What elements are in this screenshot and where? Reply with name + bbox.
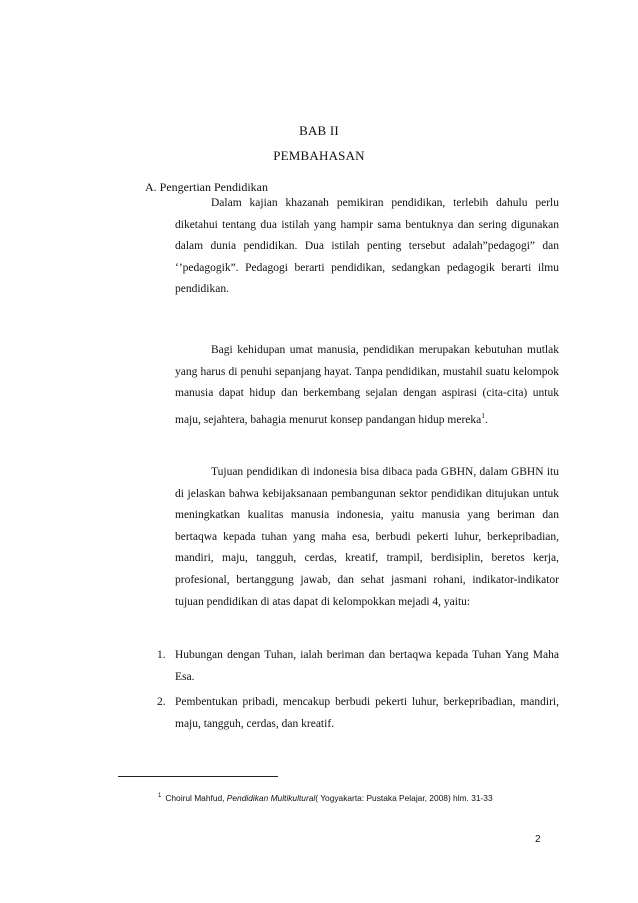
footnote <box>118 786 558 808</box>
paragraph-1 <box>175 193 559 301</box>
footnote-separator <box>118 776 278 777</box>
list-item-number: 1. <box>157 649 166 661</box>
paragraph-3-text: Tujuan pendidikan di indonesia bisa dibaca pada GBHN, dalam GBHN itu di jelaskan bahwa kebijaksanaan pembangunan sektor pendidikan ditujukan untuk meningkatkan kualitas manusia indonesia, yaitu manusia yang beriman dan bertaqwa kepada tuhan yang maha esa, berbudi pekerti luhur, berkepribadian, mandiri, maju, tangguh, cerdas, kreatif, trampil, berdisiplin, beretos kerja, profesional, bertanggung jawab, dan sehat jasmani rohani, indikator-indikator tujuan pendidikan di atas dapat di kelompokkan mejadi 4, yaitu: <box>175 466 559 608</box>
section-heading: A. Pengertian Pendidikan <box>145 180 268 194</box>
list-item <box>157 645 559 688</box>
footnote-reference[interactable]: 1 <box>481 410 485 420</box>
footnote-book-title: Pendidikan Multikultural <box>226 792 316 803</box>
footnote-details: ( Yogyakarta: Pustaka Pelajar, 2008) hlm. 31-33 <box>315 792 493 803</box>
paragraph-3 <box>175 462 559 613</box>
footnote-author: Choirul Mahfud, <box>165 792 227 803</box>
list-item <box>157 692 559 735</box>
footnote-number: 1 <box>158 793 162 799</box>
paragraph-1-text: Dalam kajian khazanah pemikiran pendidikan, terlebih dahulu perlu diketahui tentang dua istilah yang hampir sama bentuknya dan sering digunakan dalam dunia pendidikan. Dua istilah penting tersebut adalah”pedagogi” dan ‘’pedagogik”. Pedagogi berarti pendidikan, sedangkan pedagogik berarti ilmu pendidikan. <box>175 197 559 296</box>
chapter-title: PEMBAHASAN <box>273 148 365 163</box>
paragraph-2: Bagi kehidupan umat manusia, pendidikan merupakan kebutuhan mutlak yang harus di penuhi sepanjang hayat. Tanpa pendidikan, mustahil suatu kelompok manusia dapat hidup dan berkembang sejalan dengan aspirasi (cita-cita) untuk maju, sejahtera, bahagia menurut konsep pandangan hidup mereka$^1$. <box>175 344 559 426</box>
numbered-list <box>157 645 559 739</box>
list-item-text: Hubungan dengan Tuhan, ialah beriman dan bertaqwa kepada Tuhan Yang Maha Esa. <box>175 649 559 683</box>
chapter-number: BAB II <box>299 123 339 138</box>
list-item-text: Pembentukan pribadi, mencakup berbudi pekerti luhur, berkepribadian, mandiri, maju, tangguh, cerdas, dan kreatif. <box>175 696 559 730</box>
list-item-number: 2. <box>157 696 166 709</box>
paragraph-2-text: Bagi kehidupan umat manusia, pendidikan merupakan kebutuhan mutlak yang harus di penuhi sepanjang hayat. Tanpa pendidikan, mustahil suatu kelompok manusia dapat hidup dan berkembang sejalan dengan aspirasi (cita-cita) untuk maju, sejahtera, bahagia menurut konsep pandangan hidup mereka <box>175 344 559 426</box>
page-number: 2 <box>535 834 541 845</box>
